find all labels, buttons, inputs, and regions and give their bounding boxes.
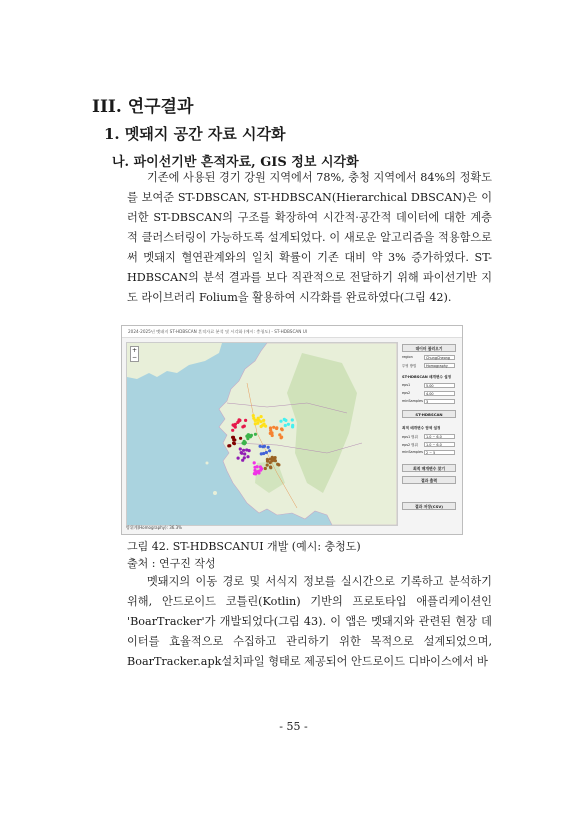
range3-label: minSamples	[402, 450, 423, 454]
projection-field[interactable]	[402, 363, 456, 369]
cluster-point	[260, 415, 263, 418]
cluster-point	[274, 459, 277, 462]
cluster-point	[268, 449, 271, 452]
params-title: ST-HDBSCAN 매개변수 설정	[402, 375, 452, 379]
cluster-point	[257, 470, 260, 473]
range1-label: eps1 범위	[402, 435, 418, 439]
cluster-point	[243, 452, 246, 455]
figure-screenshot	[121, 325, 463, 535]
cluster-point	[279, 420, 282, 423]
cluster-point	[261, 445, 264, 448]
minsamples-field[interactable]	[402, 399, 456, 405]
section-heading: III. 연구결과	[92, 97, 194, 117]
save-csv-button[interactable]: 결과 저장(CSV)	[402, 502, 456, 510]
cluster-point	[280, 436, 283, 439]
cluster-point	[239, 437, 242, 440]
projection-select[interactable]: Homography	[424, 363, 455, 368]
island	[213, 491, 217, 495]
cluster-point	[291, 425, 294, 428]
cluster-point	[267, 446, 270, 449]
cluster-point	[244, 441, 247, 444]
cluster-point	[245, 448, 248, 451]
cluster-point	[237, 420, 240, 423]
region-select[interactable]: ChungCheong	[424, 355, 455, 360]
cluster-point	[264, 467, 267, 470]
cluster-point	[232, 436, 235, 439]
cluster-point	[254, 433, 257, 436]
cluster-point	[265, 451, 268, 454]
minsamples-input[interactable]: 3	[424, 399, 455, 404]
cluster-point	[260, 467, 263, 470]
cluster-point	[291, 418, 294, 421]
cluster-point	[239, 447, 242, 450]
subsection-heading: 1. 멧돼지 공간 자료 시각화	[104, 125, 286, 143]
subsubsection-heading: 나. 파이선기반 흔적자료, GIS 정보 시각화	[112, 155, 359, 170]
result-output-button[interactable]: 결과 출력	[402, 476, 456, 484]
cluster-point	[266, 460, 269, 463]
island	[370, 461, 373, 464]
cluster-point	[287, 423, 290, 426]
zoom-control[interactable]: + −	[131, 347, 138, 361]
run-hdbscan-button[interactable]: ST-HDBSCAN	[402, 410, 456, 418]
cluster-point	[257, 417, 260, 420]
figure-source: 출처 : 연구진 작성	[127, 557, 216, 570]
cluster-point	[275, 426, 278, 429]
cluster-point	[253, 466, 256, 469]
cluster-point	[246, 455, 249, 458]
cluster-point	[233, 424, 236, 427]
cluster-point	[276, 463, 279, 466]
cluster-point	[254, 422, 257, 425]
body-paragraph-1: 기존에 사용된 경기 강원 지역에서 78%, 충청 지역에서 84%의 정확도를 보여준 ST-DBSCAN, ST-HDBSCAN(Hierarchical DBSCAN)은 이러한 ST-DBSCAN의 구조를 확장하여 시간적·공간적 데이터에 대한 계층적 클러스터링이 가능하도록 설계되었다. 이 새로운 알고리즘을 적용함으로써 멧돼지 혈연관계와의 일치 확률이 기존 대비 약 3% 증가하였다. ST-HDBSCAN의 분석 결과를 보다 직관적으로 전달하기 위해 파이선기반 지도 라이브러리 Folium을 활용하여 시각화를 완료하였다(그림 42).	[127, 171, 492, 304]
control-panel	[400, 342, 458, 530]
cluster-point	[237, 457, 240, 460]
projection-label: 투영 방법	[402, 364, 417, 368]
range2-input[interactable]: 1.0 ~ 6.0	[424, 442, 455, 447]
cluster-point	[249, 435, 252, 438]
map-svg	[127, 343, 397, 525]
cluster-point	[240, 452, 243, 455]
range1-field[interactable]	[402, 434, 456, 440]
cluster-point	[242, 449, 245, 452]
page-number: - 55 -	[279, 720, 308, 733]
map-status-text: 방위계(Homography): 36.3%	[126, 525, 182, 530]
minsamples-label: minSamples	[402, 399, 423, 403]
range3-input[interactable]: 2 ~ 5	[424, 450, 455, 455]
range2-label: eps2 범위	[402, 443, 418, 447]
cluster-point	[259, 420, 262, 423]
eps1-field[interactable]	[402, 383, 456, 389]
body-paragraph-2: 멧돼지의 이동 경로 및 서식지 정보를 실시간으로 기록하고 분석하기 위해, 안드로이드 코틀린(Kotlin) 기반의 프로토타입 애플리케이션인 'BoarTracker'가 개발되었다(그림 43). 이 앱은 멧돼지와 관련된 현장 데이터를 효율적으로 수집하고 관리하기 위한 목적으로 설계되었으며, BoarTracker.apk설치파일 형태로 제공되어 안드로이드 디바이스에서 바	[127, 575, 492, 668]
cluster-point	[262, 422, 265, 425]
cluster-point	[259, 445, 262, 448]
find-optimal-button[interactable]: 최적 매개변수 찾기	[402, 464, 456, 472]
load-data-button[interactable]: 데이터 불러오기	[402, 344, 456, 352]
range2-field[interactable]	[402, 442, 456, 448]
opt-title: 최적 매개변수 탐색 설정	[402, 426, 441, 430]
cluster-point	[266, 464, 269, 467]
cluster-point	[284, 419, 287, 422]
map-view[interactable]	[126, 342, 398, 526]
cluster-point	[280, 427, 283, 430]
cluster-point	[269, 429, 272, 432]
cluster-point	[269, 466, 272, 469]
figure-caption: 그림 42. ST-HDBSCANUI 개발 (예시: 충청도)	[127, 540, 361, 553]
eps2-input[interactable]: 4.00	[424, 391, 455, 396]
region-field[interactable]	[402, 355, 456, 361]
eps1-label: eps1	[402, 383, 411, 387]
cluster-point	[241, 425, 244, 428]
eps1-input[interactable]: 5.00	[424, 383, 455, 388]
cluster-point	[284, 424, 287, 427]
cluster-point	[253, 461, 256, 464]
cluster-point	[272, 426, 275, 429]
cluster-point	[244, 419, 247, 422]
eps2-field[interactable]	[402, 391, 456, 397]
cluster-point	[231, 429, 234, 432]
app-window-title: 2024-2025년 멧돼지 ST-HDBSCAN 흔적자료 분석 및 시각화 (예시: 충청도) - ST-HDBSCAN UI	[122, 326, 462, 338]
cluster-point	[233, 442, 236, 445]
region-label: region	[402, 355, 413, 359]
eps2-label: eps2	[402, 391, 411, 395]
island	[206, 462, 209, 465]
range3-field[interactable]	[402, 450, 456, 456]
cluster-point	[252, 417, 255, 420]
cluster-point	[271, 456, 274, 459]
cluster-point	[241, 459, 244, 462]
cluster-point	[260, 452, 263, 455]
range1-input[interactable]: 1.0 ~ 6.0	[424, 434, 455, 439]
cluster-point	[228, 444, 231, 447]
